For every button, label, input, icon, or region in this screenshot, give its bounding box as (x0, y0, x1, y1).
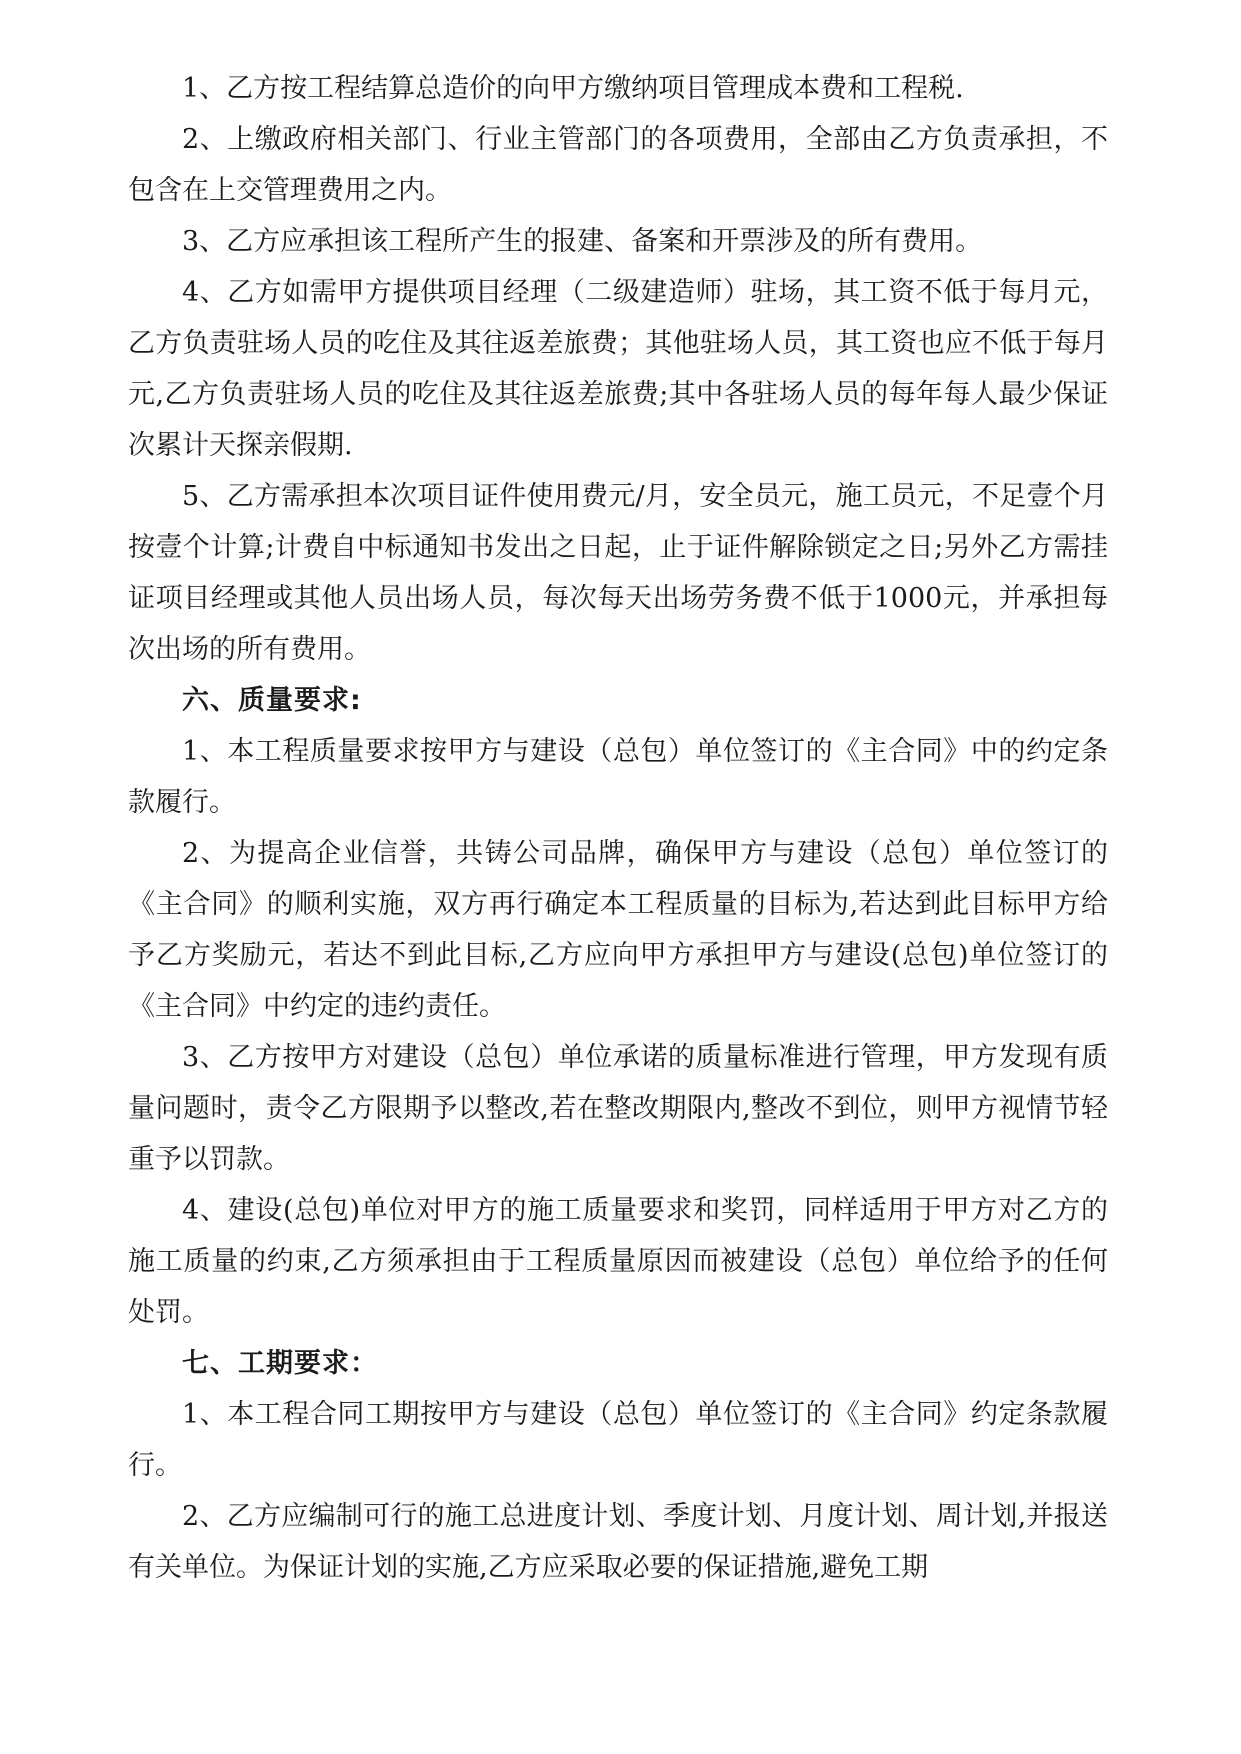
clause-5-4-onsite-staff: 4、乙方如需甲方提供项目经理（二级建造师）驻场，其工资不低于每月元，乙方负责驻场人员的吃住及其往返差旅费；其他驻场人员，其工资也应不低于每月元,乙方负责驻场人员的吃住及其往返差旅费;其中各驻场人员的每年每人最少保证次累计天探亲假期. (128, 277, 1108, 461)
clause-6-4-quality-penalties: 4、建设(总包)单位对甲方的施工质量要求和奖罚，同样适用于甲方对乙方的施工质量的约束,乙方须承担由于工程质量原因而被建设（总包）单位给予的任何处罚。 (128, 1195, 1108, 1328)
clause-5-5-certificate-fees: 5、乙方需承担本次项目证件使用费元/月，安全员元，施工员元，不足壹个月按壹个计算;计费自中标通知书发出之日起，止于证件解除锁定之日;另外乙方需挂证项目经理或其他人员出场人员，每次每天出场劳务费不低于1000元，并承担每次出场的所有费用。 (128, 481, 1108, 665)
clause-7-2-schedule-plans: 2、乙方应编制可行的施工总进度计划、季度计划、月度计划、周计划,并报送有关单位。为保证计划的实施,乙方应采取必要的保证措施,避免工期 (128, 1501, 1108, 1583)
clause-7-1-contract-period: 1、本工程合同工期按甲方与建设（总包）单位签订的《主合同》约定条款履行。 (128, 1399, 1108, 1481)
clause-6-3-quality-rectification: 3、乙方按甲方对建设（总包）单位承诺的质量标准进行管理，甲方发现有质量问题时，责令乙方限期予以整改,若在整改期限内,整改不到位，则甲方视情节轻重予以罚款。 (128, 1042, 1108, 1175)
clause-5-1-fee-payment: 1、乙方按工程结算总造价的向甲方缴纳项目管理成本费和工程税. (182, 73, 964, 104)
clause-5-3-filing-costs: 3、乙方应承担该工程所产生的报建、备案和开票涉及的所有费用。 (182, 226, 983, 257)
section-heading-quality: 六、质量要求: (182, 685, 362, 716)
clause-6-2-quality-target: 2、为提高企业信誉，共铸公司品牌，确保甲方与建设（总包）单位签订的《主合同》的顺利实施，双方再行确定本工程质量的目标为,若达到此目标甲方给予乙方奖励元，若达不到此目标,乙方应向甲方承担甲方与建设(总包)单位签订的《主合同》中约定的违约责任。 (128, 838, 1108, 1022)
section-heading-schedule: 七、工期要求： (182, 1348, 378, 1379)
document-body (128, 63, 1108, 1593)
clause-6-1-quality-standard: 1、本工程质量要求按甲方与建设（总包）单位签订的《主合同》中的约定条款履行。 (128, 736, 1108, 818)
clause-5-2-government-fees: 2、上缴政府相关部门、行业主管部门的各项费用，全部由乙方负责承担，不包含在上交管理费用之内。 (128, 124, 1108, 206)
